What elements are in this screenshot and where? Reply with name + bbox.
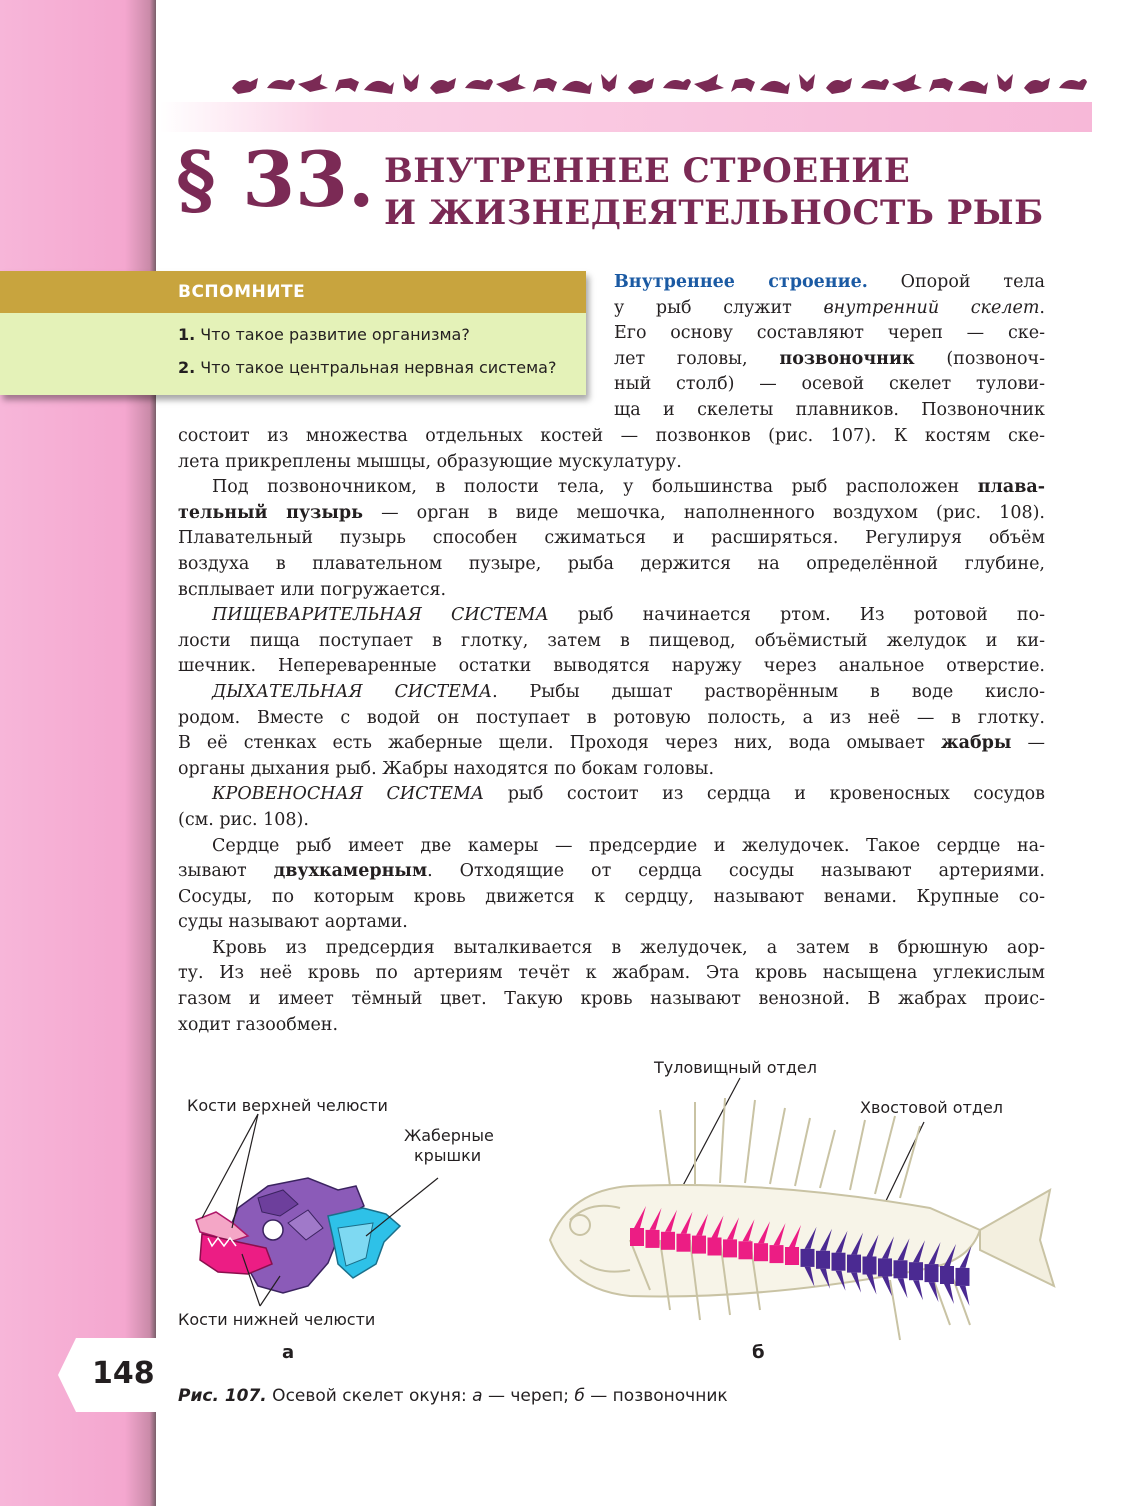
animal-silhouette-icon (663, 79, 691, 90)
animal-silhouette-icon (958, 81, 988, 94)
label-trunk-section: Туловищный отдел (654, 1058, 817, 1077)
animal-silhouette-icon (1024, 78, 1050, 94)
vertebra-lower-spine (944, 1284, 954, 1304)
vertebra (909, 1262, 923, 1280)
vertebra (646, 1230, 660, 1248)
text-line: ный столб) — осевой скелет тулови- (614, 374, 1045, 395)
text-line: суды называют аортами. (178, 912, 408, 933)
animal-silhouette-icon (601, 74, 617, 92)
label-gill-covers-line-1: Жаберные (404, 1126, 494, 1145)
vertebra (816, 1251, 830, 1269)
text-line: лости пища поступает в глотку, затем в пищевод, объёмистый желудок и ки- (178, 630, 1045, 651)
text-line: органы дыхания рыб. Жабры находятся по бокам головы. (178, 758, 715, 779)
vertebra (894, 1260, 908, 1278)
vertebra-lower-spine (898, 1278, 908, 1298)
text-line: газом и имеет тёмный цвет. Такую кровь называют венозной. В жабрах проис- (178, 989, 1045, 1010)
vertebra (770, 1245, 784, 1263)
vertebra (708, 1238, 722, 1256)
page-margin-strip (0, 0, 156, 1506)
vertebra (723, 1239, 737, 1257)
text-line: (см. рис. 108). (178, 809, 309, 830)
text-line: ПИЩЕВАРИТЕЛЬНАЯ СИСТЕМА рыб начинается ртом. Из ротовой по- (212, 605, 1045, 626)
vertebra (739, 1241, 753, 1259)
animal-silhouette-icon (892, 74, 922, 92)
vertebra (630, 1228, 644, 1246)
animal-silhouette-icon (562, 81, 592, 94)
animal-silhouette-icon (799, 74, 815, 92)
vertebra (692, 1236, 706, 1254)
label-upper-jaw-bones: Кости верхней челюсти (187, 1096, 388, 1115)
animal-silhouette-icon (628, 78, 654, 94)
animal-silhouette-icon (1059, 79, 1087, 90)
animal-silhouette-icon (267, 79, 295, 90)
vertebra (863, 1257, 877, 1275)
label-lower-jaw-bones: Кости нижней челюсти (178, 1310, 376, 1329)
vertebra (832, 1253, 846, 1271)
remember-title: ВСПОМНИТЕ (0, 271, 586, 313)
chapter-title-line-1: ВНУТРЕННЕЕ СТРОЕНИЕ (384, 151, 911, 191)
animal-silhouette-icon (430, 78, 456, 94)
chapter-title-line-2: И ЖИЗНЕДЕЯТЕЛЬНОСТЬ РЫБ (384, 193, 1044, 233)
animal-silhouette-icon (731, 78, 755, 92)
section-number: § 33. (176, 135, 375, 224)
text-line: Кровь из предсердия выталкивается в желудочек, а затем в брюшную аор- (212, 937, 1045, 958)
text-line: Плавательный пузырь способен сжиматься и расширяться. Регулируя объём (178, 528, 1045, 549)
figure-letter-a: а (282, 1342, 295, 1363)
body-text-right-column (614, 270, 1045, 424)
text-line: Под позвоночником, в полости тела, у большинства рыб расположен плава- (212, 477, 1045, 498)
animal-silhouette-icon (929, 78, 953, 92)
text-line: ДЫХАТЕЛЬНАЯ СИСТЕМА. Рыбы дышат растворённым в воде кисло- (212, 681, 1045, 702)
remember-box (0, 271, 586, 395)
text-line: у рыб служит внутренний скелет. (614, 297, 1045, 318)
figure-letter-b: б (752, 1342, 765, 1363)
animal-silhouette-icon (826, 78, 852, 94)
remember-question-2: 2. Что такое центральная нервная система? (178, 358, 557, 377)
animal-silhouette-icon (694, 74, 724, 92)
remember-questions (0, 313, 586, 395)
text-line: Его основу составляют череп — ске- (614, 323, 1045, 344)
animal-silhouette-icon (861, 79, 889, 90)
page-number: 148 (92, 1356, 155, 1391)
text-line: В её стенках есть жаберные щели. Проходя через них, вода омывает жабры — (178, 733, 1045, 754)
text-line: Сердце рыб имеет две камеры — предсердие и желудочек. Такое сердце на- (212, 835, 1045, 856)
text-line: тельный пузырь — орган в виде мешочка, наполненного воздухом (рис. 108). (178, 502, 1045, 523)
text-line: шечник. Непереваренные остатки выводятся наружу через анальное отверстие. (178, 656, 1045, 677)
text-line: ту. Из неё кровь по артериям течёт к жабрам. Эта кровь насыщена углекислым (178, 963, 1045, 984)
vertebra (847, 1255, 861, 1273)
text-line: ходит газообмен. (178, 1014, 339, 1035)
animal-silhouette-icon (403, 74, 419, 92)
vertebra (661, 1232, 675, 1250)
animal-silhouette-icon (298, 74, 328, 92)
animal-silhouette-icon (760, 81, 790, 94)
perch-skeleton-illustration (510, 1090, 1070, 1370)
vertebra (956, 1268, 970, 1286)
vertebra (785, 1247, 799, 1265)
vertebra (925, 1264, 939, 1282)
vertebra (878, 1258, 892, 1276)
text-line: зывают двухкамерным. Отходящие от сердца сосуды называют артериями. (178, 861, 1045, 882)
animal-silhouette-icon (997, 74, 1013, 92)
figure-caption: Рис. 107. Осевой скелет окуня: а — череп; б — позвоночник (178, 1386, 728, 1406)
header-band (160, 102, 1092, 132)
label-tail-section: Хвостовой отдел (860, 1098, 1004, 1117)
text-line: Внутреннее строение. Опорой тела (614, 272, 1045, 292)
animal-silhouette-icon (496, 74, 526, 92)
text-line: всплывает или погружается. (178, 579, 447, 600)
animal-silhouette-icon (335, 78, 359, 92)
text-line: лета прикреплены мышцы, образующие мускулатуру. (178, 451, 682, 472)
vertebra (940, 1266, 954, 1284)
animal-silhouettes-icon (232, 64, 1092, 100)
animal-silhouette-icon (232, 78, 258, 94)
text-line: КРОВЕНОСНАЯ СИСТЕМА рыб состоит из сердца и кровеносных сосудов (212, 784, 1045, 805)
vertebra (801, 1249, 815, 1267)
text-line: родом. Вместе с водой он поступает в ротовую полость, а из неё — в глотку. (178, 707, 1045, 728)
text-line: состоит из множества отдельных костей — позвонков (рис. 107). К костям ске- (178, 426, 1045, 446)
text-line: воздуха в плавательном пузыре, рыба держится на определённой глубине, (178, 553, 1045, 574)
text-line: Сосуды, по которым кровь движется к сердцу, называют венами. Крупные со- (178, 886, 1045, 907)
remember-question-1: 1. Что такое развитие организма? (178, 325, 470, 344)
label-gill-covers-line-2: крышки (414, 1146, 482, 1165)
animal-silhouette-icon (465, 79, 493, 90)
animal-silhouette-icon (364, 81, 394, 94)
vertebra (754, 1243, 768, 1261)
body-text-main (178, 424, 1045, 1038)
figure-107 (170, 1050, 1070, 1390)
animal-silhouette-icon (533, 78, 557, 92)
vertebra-lower-spine (913, 1280, 923, 1300)
text-line: лет головы, позвоночник (позвоноч- (614, 348, 1045, 369)
vertebra (677, 1234, 691, 1252)
text-line: ща и скелеты плавников. Позвоночник (614, 399, 1045, 420)
